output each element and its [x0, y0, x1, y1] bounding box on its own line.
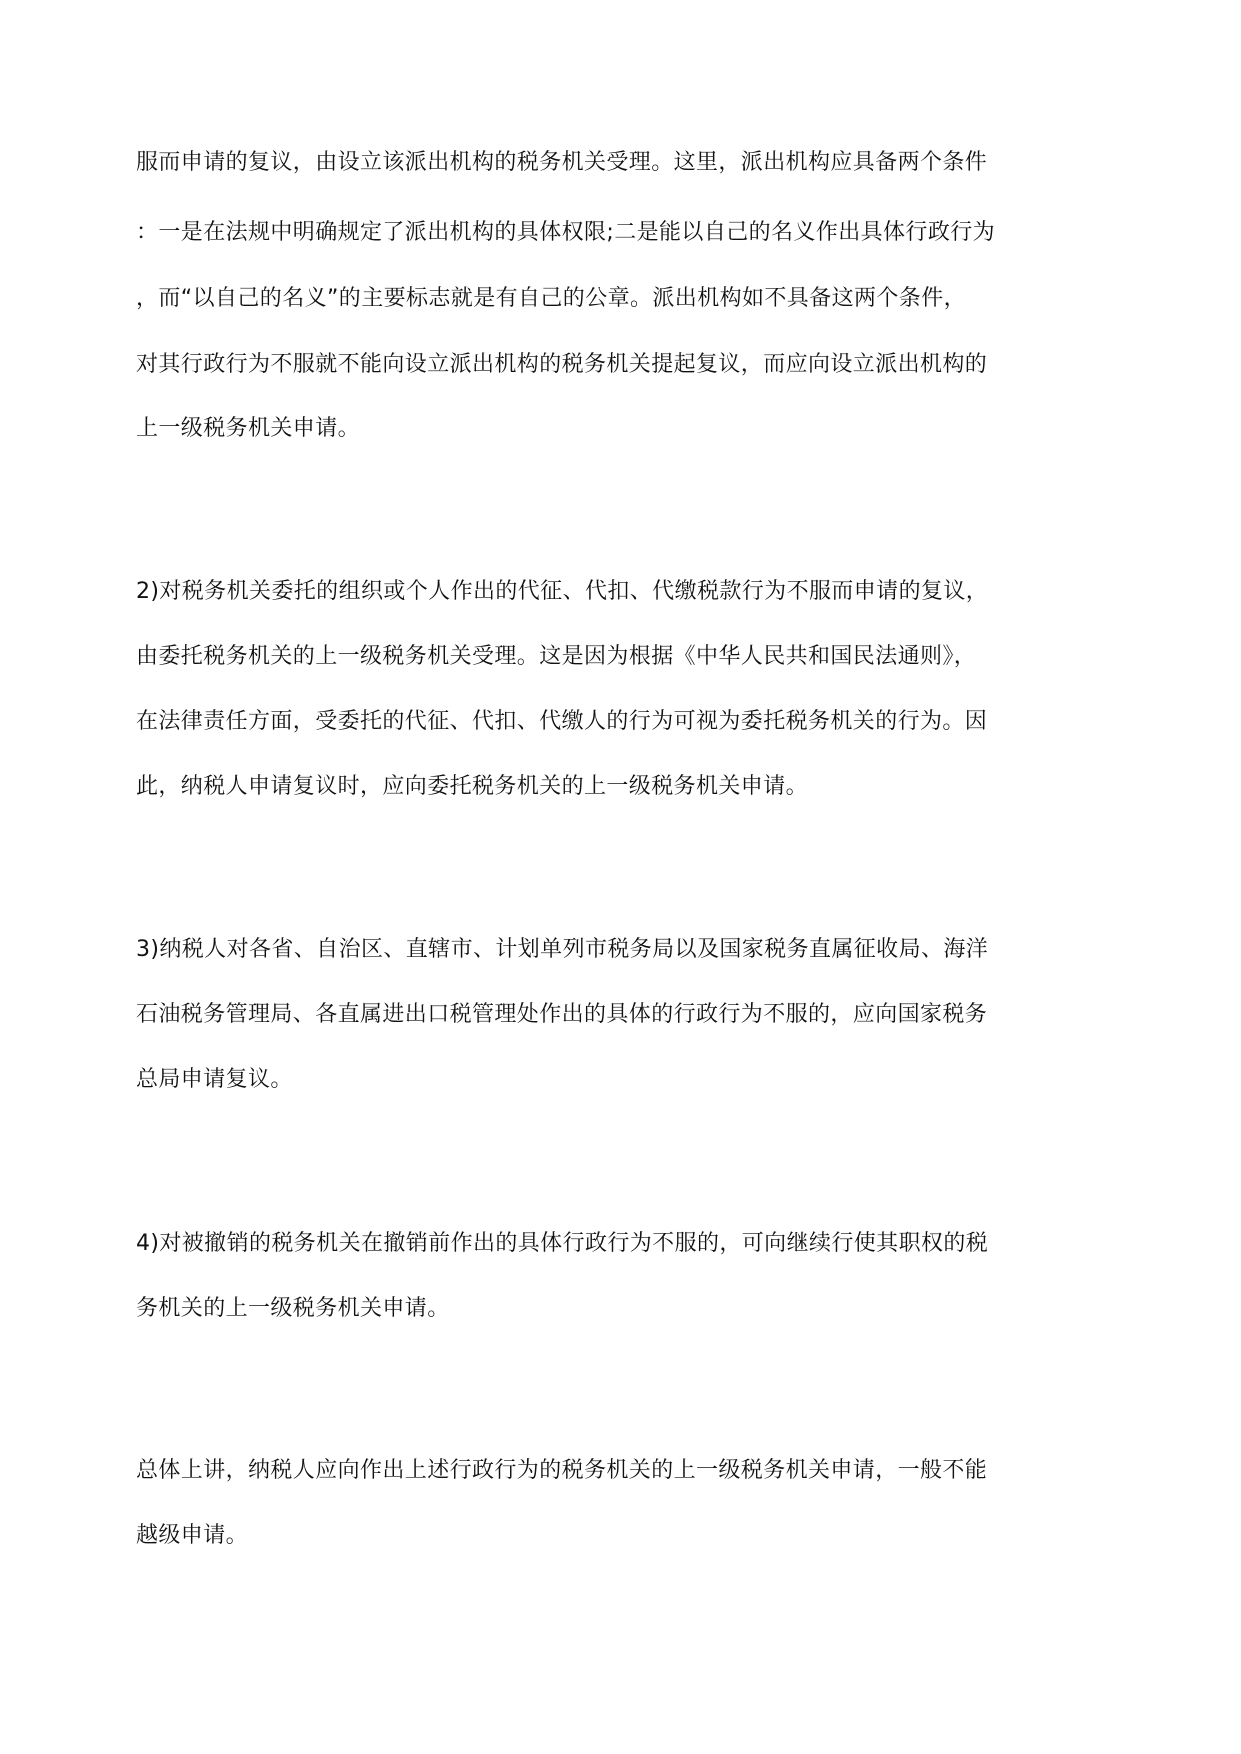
text-line: 4)对被撤销的税务机关在撤销前作出的具体行政行为不服的，可向继续行使其职权的税 [136, 1231, 989, 1256]
text-line: ，而“以自己的名义”的主要标志就是有自己的公章。派出机构如不具备这两个条件， [136, 286, 966, 311]
text-line: 由委托税务机关的上一级税务机关受理。这是因为根据《中华人民共和国民法通则》， [136, 644, 977, 669]
text-line: 总局申请复议。 [136, 1067, 293, 1092]
text-line: 此，纳税人申请复议时，应向委托税务机关的上一级税务机关申请。 [136, 774, 809, 799]
text-line: 对其行政行为不服就不能向设立派出机构的税务机关提起复议，而应向设立派出机构的 [136, 352, 988, 377]
text-line: 越级申请。 [136, 1523, 249, 1548]
text-line: 石油税务管理局、各直属进出口税管理处作出的具体的行政行为不服的，应向国家税务 [136, 1002, 988, 1027]
text-line: 总体上讲，纳税人应向作出上述行政行为的税务机关的上一级税务机关申请，一般不能 [136, 1458, 988, 1483]
text-line: 2)对税务机关委托的组织或个人作出的代征、代扣、代缴税款行为不服而申请的复议， [136, 579, 989, 604]
text-line: 3)纳税人对各省、自治区、直辖市、计划单列市税务局以及国家税务直属征收局、海洋 [136, 937, 989, 962]
text-line: 服而申请的复议，由设立该派出机构的税务机关受理。这里，派出机构应具备两个条件 [136, 150, 988, 175]
text-line: 上一级税务机关申请。 [136, 416, 361, 441]
text-line: 务机关的上一级税务机关申请。 [136, 1296, 450, 1321]
text-line: 在法律责任方面，受委托的代征、代扣、代缴人的行为可视为委托税务机关的行为。因 [136, 709, 988, 734]
text-line: ：一是在法规中明确规定了派出机构的具体权限;二是能以自己的名义作出具体行政行为 [136, 220, 996, 245]
